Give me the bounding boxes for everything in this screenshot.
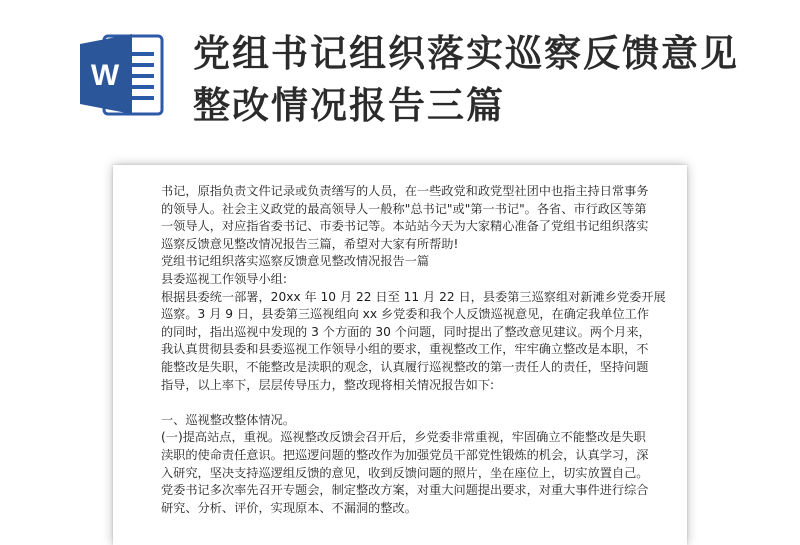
page-title (193, 28, 773, 132)
body-line: 巡察反馈意见整改情况报告三篇，希望对大家有所帮助! (161, 236, 459, 251)
body-line: 党委书记多次率先召开专题会，制定整改方案，对重大问题提出要求，对重大事件进行综合 (161, 483, 649, 498)
word-document-icon (74, 26, 170, 122)
body-line: 根据县委统一部署，20xx 年 10 月 22 日至 11 月 22 日，县委第三巡察组对新滩乡党委开展 (161, 289, 666, 304)
body-line: 入研究，坚决支持巡逻组反馈的意见，收到反馈问题的照片，坐在座位上，切实放置自己。 (161, 465, 649, 480)
body-line: 书记，原指负责文件记录或负责缮写的人员，在一些政党和政党型社团中也指主持日常事务 (161, 184, 649, 198)
section-heading: 一、巡视整改整体情况。 (161, 412, 296, 427)
body-line: 的同时，指出巡视中发现的 3 个方面的 30 个问题，同时提出了整改意见建议。两个月来， (161, 324, 651, 339)
blank-line (161, 394, 651, 412)
title-line-2: 整改情况报告三篇 (193, 84, 505, 127)
word-icon-letter: W (90, 59, 120, 92)
body-line: 研究、分析、评价，实现原本、不漏洞的整改。 (161, 500, 417, 515)
document-page (113, 165, 687, 545)
body-line: 渎职的使命责任意识。把巡逻问题的整改作为加强党员干部党性锻炼的机会，认真学习，深 (161, 447, 649, 462)
body-line: 的领导人。社会主义政党的最高领导人一般称"总书记"或"第一书记"。各省、市行政区等第 (161, 201, 647, 216)
header (0, 0, 800, 160)
document-body (161, 183, 666, 517)
body-line: (一)提高站点，重视。巡视整改反馈会召开后，乡党委非常重视，牢固确立不能整改是失职 (161, 430, 646, 445)
body-line: 巡察。3 月 9 日，县委第三巡视组向 xx 乡党委和我个人反馈巡视意见，在确定我单位工作 (161, 307, 650, 322)
body-line: 能整改是失职，不能整改是渎职的观念，认真履行巡视整改的第一责任人的责任，坚持问题 (161, 359, 649, 374)
body-line: 一领导人，对应指省委书记、市委书记等。本站站今天为大家精心准备了党组书记组织落实 (161, 219, 649, 234)
body-line: 我认真贯彻县委和县委巡视工作领导小组的要求，重视整改工作，牢牢确立整改是本职，不 (161, 342, 649, 357)
document-heading: 党组书记组织落实巡察反馈意见整改情况报告一篇 (161, 254, 430, 269)
title-line-1: 党组书记组织落实巡察反馈意见 (193, 32, 739, 75)
body-line: 指导，以上率下，层层传导压力，整改现将相关情况报告如下: (161, 377, 495, 392)
salutation: 县委巡视工作领导小组: (161, 271, 287, 286)
